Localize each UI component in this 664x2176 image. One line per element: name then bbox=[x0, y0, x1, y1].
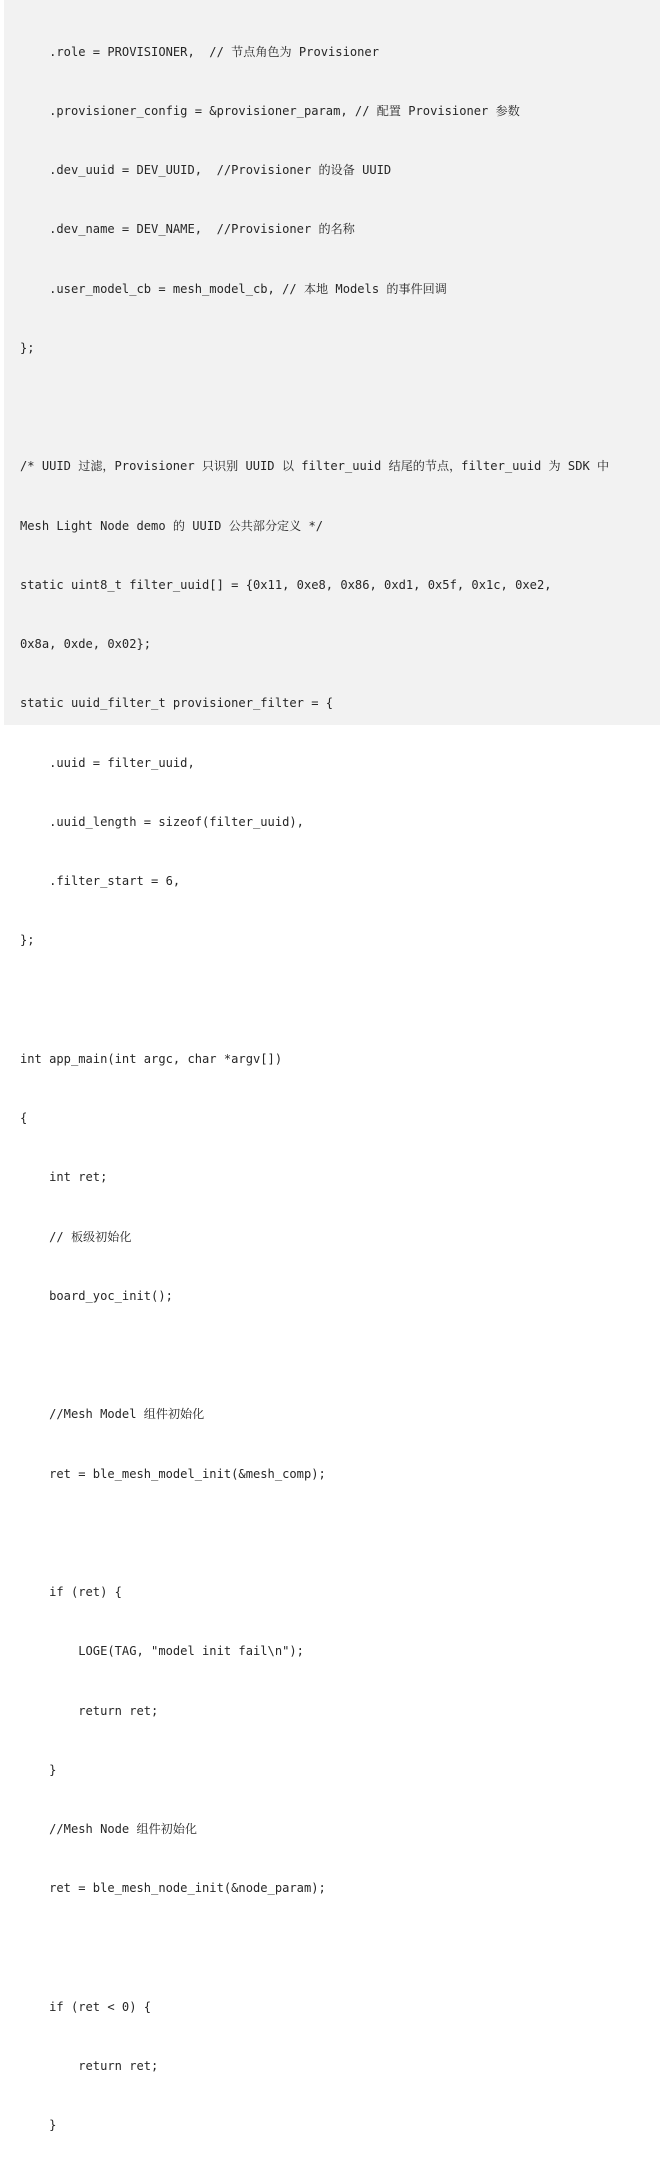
code-line: } bbox=[20, 1762, 57, 1777]
code-line: if (ret < 0) { bbox=[20, 1999, 152, 2014]
code-line: ret = ble_mesh_model_init(&mesh_comp); bbox=[20, 1466, 326, 1481]
code-line: /* UUID 过滤，Provisioner 只识别 UUID 以 filter_uuid 结尾的节点，filter_uuid 为 SDK 中 bbox=[20, 459, 610, 474]
code-line: return ret; bbox=[20, 1703, 159, 1718]
code-line: static uuid_filter_t provisioner_filter = { bbox=[20, 696, 334, 711]
code-line: 0x8a, 0xde, 0x02}; bbox=[20, 637, 152, 651]
code-line: //Mesh Node 组件初始化 bbox=[20, 1822, 197, 1836]
code-line bbox=[20, 398, 609, 418]
code-line: int ret; bbox=[20, 1170, 108, 1185]
code-line: .filter_start = 6, bbox=[20, 874, 181, 888]
code-line bbox=[20, 991, 609, 1011]
code-line bbox=[20, 1524, 609, 1544]
code-line: .uuid = filter_uuid, bbox=[20, 755, 195, 770]
code-line bbox=[20, 1939, 609, 1959]
code-line: }; bbox=[20, 933, 35, 948]
code-line: } bbox=[20, 2118, 57, 2133]
code-line: static uint8_t filter_uuid[] = {0x11, 0xe8, 0x86, 0xd1, 0x5f, 0x1c, 0xe2, bbox=[20, 577, 552, 592]
code-line: }; bbox=[20, 340, 35, 355]
code-line: { bbox=[20, 1111, 28, 1125]
code-line: if (ret) { bbox=[20, 1585, 122, 1599]
code-line: LOGE(TAG, "model init fail\n"); bbox=[20, 1644, 304, 1659]
code-line: .dev_uuid = DEV_UUID, //Provisioner 的设备 UUID bbox=[20, 163, 392, 177]
code-line bbox=[20, 1346, 609, 1366]
code-line: // 板级初始化 bbox=[20, 1229, 132, 1244]
code-line: .provisioner_config = &provisioner_param, // 配置 Provisioner 参数 bbox=[20, 103, 520, 118]
code-line: return ret; bbox=[20, 2059, 159, 2073]
code-line: .role = PROVISIONER, // 节点角色为 Provisioner bbox=[20, 44, 379, 59]
code-line: //Mesh Model 组件初始化 bbox=[20, 1407, 205, 1422]
code-block bbox=[4, 0, 660, 2133]
code-line: Mesh Light Node demo 的 UUID 公共部分定义 */ bbox=[20, 518, 324, 533]
code-line: .dev_name = DEV_NAME, //Provisioner 的名称 bbox=[20, 222, 355, 237]
code-line: ret = ble_mesh_node_init(&node_param); bbox=[20, 1881, 326, 1896]
code-line: .uuid_length = sizeof(filter_uuid), bbox=[20, 814, 304, 829]
code-line: .user_model_cb = mesh_model_cb, // 本地 Models 的事件回调 bbox=[20, 281, 447, 296]
code-listing bbox=[20, 3, 609, 2176]
code-line: int app_main(int argc, char *argv[]) bbox=[20, 1051, 283, 1066]
code-line: board_yoc_init(); bbox=[20, 1288, 173, 1303]
